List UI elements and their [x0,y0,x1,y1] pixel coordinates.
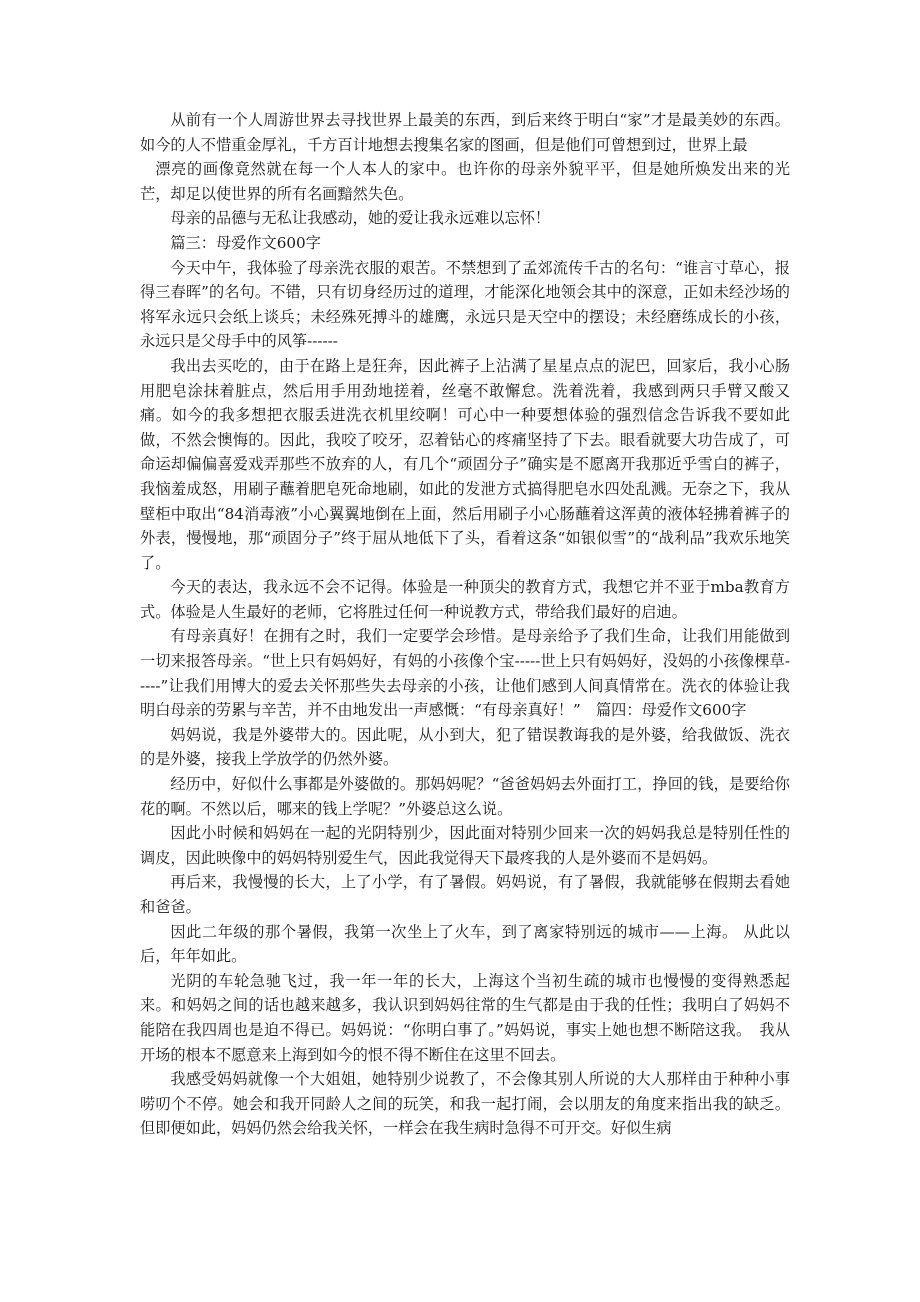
paragraph: 妈妈说，我是外婆带大的。因此呢，从小到大，犯了错误教诲我的是外婆，给我做饭、洗衣的是外婆，接我上学放学的仍然外婆。 [140,725,790,769]
paragraph: 经历中，好似什么事都是外婆做的。那妈妈呢？“爸爸妈妈去外面打工，挣回的钱，是要给你花的啊。不然以后，哪来的钱上学呢？”外婆总这么说。 [140,775,790,818]
paragraph: 今天的表达，我永远不会不记得。体验是一种顶尖的教育方式，我想它并不亚于mba教育方式。体验是人生最好的老师，它将胜过任何一种说教方式，带给我们最好的启迪。 [140,578,790,621]
document-body [140,108,790,1141]
paragraph: 光阴的车轮急驰飞过，我一年一年的长大，上海这个当初生疏的城市也慢慢的变得熟悉起来。和妈妈之间的话也越来越多，我认识到妈妈往常的生气都是由于我的任性；我明白了妈妈不能陪在我四周也是迫不得已。妈妈说：“你明白事了。”妈妈说，事实上她也想不断陪这我。 我从开场的根本不愿意来上海到如今的恨不得不断住在这里不回去。 [140,971,790,1064]
paragraph: 漂亮的画像竟然就在每一个人本人的家中。也许你的母亲外貌平平，但是她所焕发出来的光芒，却足以使世界的所有名画黯然失色。 [140,160,790,203]
paragraph: 因此二年级的那个暑假，我第一次坐上了火车，到了离家特别远的城市——上海。 从此以后，年年如此。 [140,922,790,966]
section-heading: 篇三：母爱作文600字 [170,233,321,252]
paragraph: 从前有一个人周游世界去寻找世界上最美的东西，到后来终于明白“家”才是最美妙的东西。如今的人不惜重金厚礼，千方百计地想去搜集名家的图画，但是他们可曾想到过，世界上最 [140,111,790,154]
paragraph: 再后来，我慢慢的长大，上了小学，有了暑假。妈妈说，有了暑假，我就能够在假期去看她和爸爸。 [140,873,790,916]
paragraph: 今天中午，我体验了母亲洗衣服的艰苦。不禁想到了孟郊流传千古的名句：“谁言寸草心，报得三春晖”的名句。不错，只有切身经历过的道理，才能深化地领会其中的深意，正如未经沙场的将军永远只会纸上谈兵；未经殊死搏斗的雄鹰，永远只是天空中的摆设；未经磨练成长的小孩，永远只是父母手中的风筝------ [140,258,790,351]
paragraph: 有母亲真好！在拥有之时，我们一定要学会珍惜。是母亲给予了我们生命，让我们用能做到一切来报答母亲。“世上只有妈妈好，有妈的小孩像个宝-----世上只有妈妈好，没妈的小孩像棵草-----”让我们用博大的爱去关怀那些失去母亲的小孩，让他们感到人间真情常在。洗衣的体验让我明白母亲的劳累与辛苦，并不由地发出一声感慨：“有母亲真好！” 篇四：母爱作文600字 [140,627,790,720]
paragraph: 因此小时候和妈妈在一起的光阴特别少，因此面对特别少回来一次的妈妈我总是特别任性的调皮，因此映像中的妈妈特别爱生气，因此我觉得天下最疼我的人是外婆而不是妈妈。 [140,824,790,867]
paragraph: 我感受妈妈就像一个大姐姐，她特别少说教了，不会像其别人所说的大人那样由于种种小事唠叨个不停。她会和我开同龄人之间的玩笑，和我一起打闹，会以朋友的角度来指出我的缺乏。但即便如此，妈妈仍然会给我关怀，一样会在我生病时急得不可开交。好似生病 [140,1070,790,1138]
paragraph: 母亲的品德与无私让我感动，她的爱让我永远难以忘怀！ [170,209,551,228]
paragraph: 我出去买吃的，由于在路上是狂奔，因此裤子上沾满了星星点点的泥巴，回家后，我小心肠用肥皂涂抹着脏点，然后用手用劲地搓着，丝毫不敢懈怠。洗着洗着，我感到两只手臂又酸又痛。如今的我多想把衣服丢进洗衣机里绞啊！可心中一种要想体验的强烈信念告诉我不要如此做，不然会懊悔的。因此，我咬了咬牙，忍着钻心的疼痛坚持了下去。眼看就要大功告成了，可命运却偏偏喜爱戏弄那些不放弃的人，有几个“顽固分子”确实是不愿离开我那近乎雪白的裤子，我恼羞成怒，用刷子蘸着肥皂死命地刷，如此的发泄方式搞得肥皂水四处乱溅。无奈之下，我从壁柜中取出“84消毒液”小心翼翼地倒在上面，然后用刷子小心肠蘸着这浑黄的液体轻拂着裤子的外表，慢慢地，那“顽固分子”终于屈从地低下了头，看着这条“如银似雪”的“战利品”我欢乐地笑了。 [140,356,790,572]
